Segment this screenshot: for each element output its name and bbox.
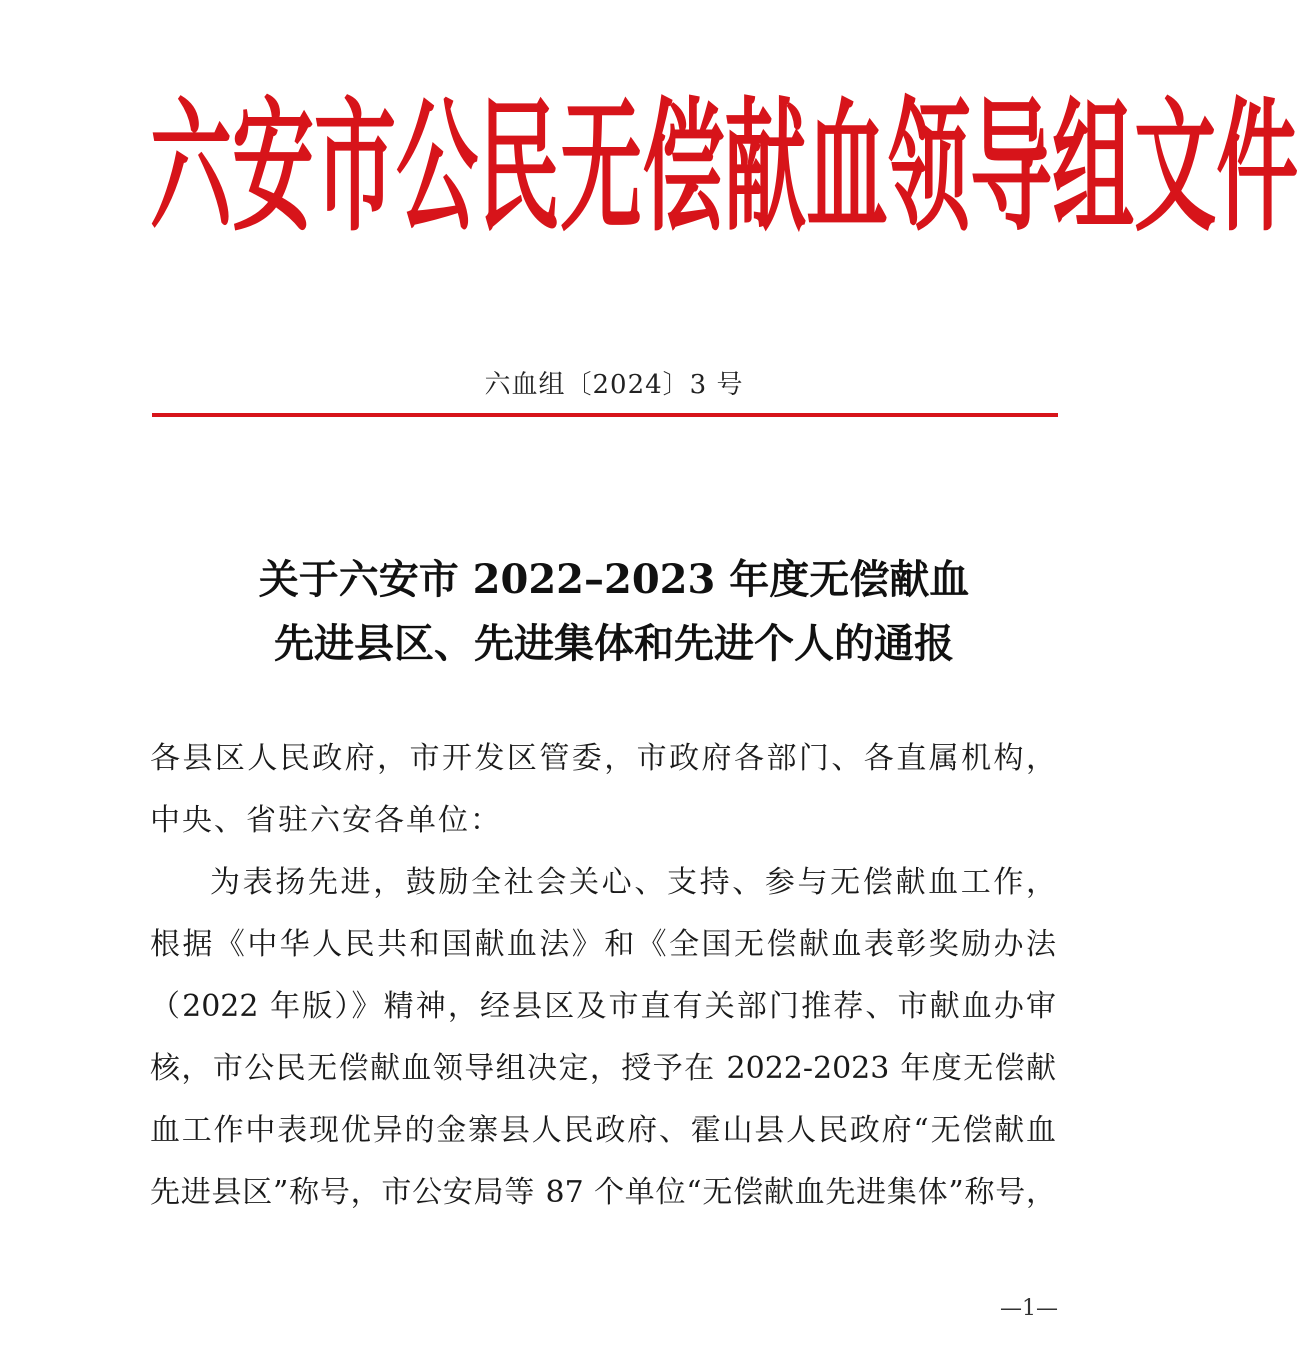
masthead-char: 献 — [724, 84, 807, 252]
masthead-char: 民 — [478, 84, 561, 252]
masthead-char: 安 — [232, 84, 315, 252]
document-title — [0, 548, 1228, 676]
body-line: 先进县区”称号，市公安局等 87 个单位“无偿献血先进集体”称号， — [150, 1175, 1056, 1210]
masthead-char: 市 — [314, 84, 397, 252]
body-line: 中央、省驻六安各单位： — [150, 803, 502, 838]
body-line: 核，市公民无偿献血领导组决定，授予在 2022-2023 年度无偿献 — [150, 1051, 1056, 1086]
masthead-char: 导 — [970, 84, 1053, 252]
title-line-1: 关于六安市 2022–2023 年度无偿献血 — [258, 556, 970, 603]
masthead-char: 件 — [1216, 84, 1298, 252]
body-line: 为表扬先进，鼓励全社会关心、支持、参与无偿献血工作， — [210, 865, 1056, 900]
document-body — [150, 728, 1056, 1224]
body-line: 各县区人民政府，市开发区管委，市政府各部门、各直属机构， — [150, 741, 1056, 776]
masthead-char: 文 — [1134, 84, 1217, 252]
masthead-char: 无 — [560, 84, 643, 252]
masthead-char: 公 — [396, 84, 479, 252]
masthead-title — [150, 84, 1298, 252]
page-number: —1— — [1000, 1296, 1058, 1321]
title-line-2: 先进县区、先进集体和先进个人的通报 — [274, 620, 954, 667]
red-divider-line — [152, 413, 1058, 417]
masthead-char: 领 — [888, 84, 971, 252]
document-number: 六血组〔2024〕3 号 — [484, 370, 744, 400]
body-line: （2022 年版）》精神，经县区及市直有关部门推荐、市献血办审 — [150, 989, 1056, 1024]
masthead-char: 血 — [806, 84, 889, 252]
body-line: 根据《中华人民共和国献血法》和《全国无偿献血表彰奖励办法 — [150, 927, 1056, 962]
masthead-char: 组 — [1052, 84, 1135, 252]
masthead-char: 偿 — [642, 84, 725, 252]
masthead-char: 六 — [150, 84, 233, 252]
body-line: 血工作中表现优异的金寨县人民政府、霍山县人民政府“无偿献血 — [150, 1113, 1056, 1148]
